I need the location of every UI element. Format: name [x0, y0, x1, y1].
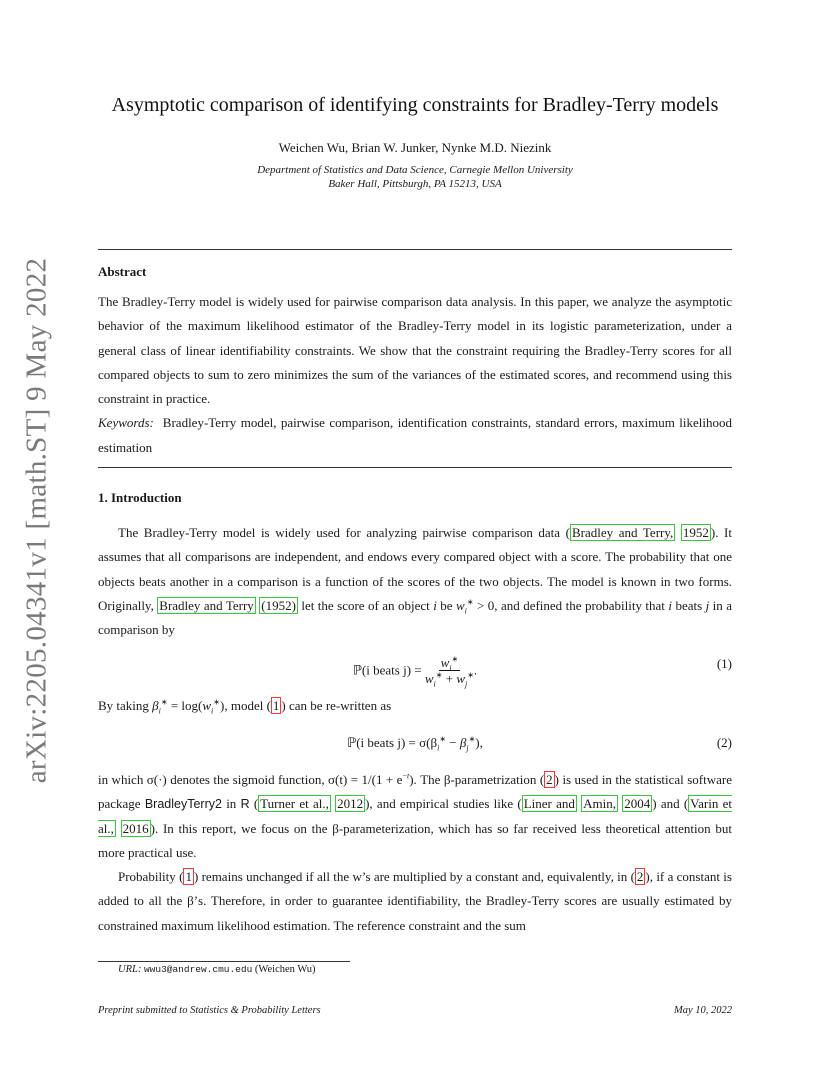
equation-number: (1) — [716, 656, 732, 671]
keywords-text: Bradley-Terry model, pairwise comparison, identification constraints, standard errors, maximum likelihood estimation — [98, 415, 733, 455]
citation-text: Varin et al., — [98, 796, 732, 836]
keywords-label: Keywords: — [98, 415, 154, 431]
text-run: let the score of an object — [297, 597, 434, 613]
text-run: be — [436, 597, 456, 613]
citation-text: 2004 — [624, 796, 651, 812]
intro-paragraph-3: Probability ( 1 ) remains unchanged if all the w’s are multiplied by a constant and, equivalently, in ( 2 ), if a constant is added to all the β’s. Therefore, in order to guarantee identifiability, the Bradley-Terry scores are usually estimated by constrained maximum likelihood estimation. The reference constraint and the sum — [98, 869, 732, 933]
equation-lhs: ℙ(i beats j) = — [352, 662, 422, 678]
footnote-email-link[interactable]: wwu3@andrew.cmu.edu — [143, 964, 253, 975]
abstract-top-rule — [98, 249, 732, 250]
citation-text: 2016 — [122, 820, 149, 836]
citation-link[interactable] — [681, 524, 711, 541]
text-run: can be re-written as — [285, 698, 392, 713]
footnote-name: (Weichen Wu) — [254, 964, 316, 975]
text-run: ). The β-parametrization — [409, 772, 540, 787]
citation-text: Turner et al., — [260, 796, 329, 812]
keywords — [98, 411, 732, 460]
equation-ref-link[interactable]: 2 — [636, 869, 644, 884]
citation-text: (1952) — [261, 597, 296, 613]
section-heading-introduction: 1. Introduction — [98, 490, 182, 505]
equation-ref-link[interactable]: 1 — [185, 869, 192, 884]
citation-link[interactable] — [258, 795, 331, 812]
arxiv-watermark — [20, 257, 53, 783]
equation-ref-link[interactable]: 1 — [272, 698, 280, 713]
affiliation-line-2: Baker Hall, Pittsburgh, PA 15213, USA — [328, 178, 502, 190]
citation-link[interactable] — [335, 795, 365, 812]
equation-number: (2) — [716, 735, 732, 750]
text-run: , and defined the probability that — [494, 597, 669, 613]
abstract-bottom-rule — [98, 467, 732, 468]
footnote — [118, 964, 316, 975]
footer-preprint: Preprint submitted to Statistics & Probability Letters — [98, 1005, 321, 1016]
citation-link[interactable] — [157, 597, 256, 614]
text-run: Probability — [118, 869, 180, 884]
text-run: , if a constant is added to all the β’s. Therefore, in order to guarantee identifiability, the Bradley-Terry scores are usually estimated by constrained maximum likelihood estimation. The reference constraint and the sum — [98, 869, 732, 933]
arxiv-id: arXiv:2205.04341v1 [math.ST] 9 May 2022 — [20, 257, 53, 783]
text-run: remains unchanged if all the w’s are multiplied by a constant and, equivalently, in — [198, 869, 631, 884]
text-run: , model — [224, 698, 267, 713]
citation-link[interactable] — [581, 795, 618, 812]
text-run: ). It assumes that all comparisons are independent, and endows every compared object with a score. The probability that one objects beats another in a comparison is a function of the scores of the two objects. The model is known in two forms. Originally, — [98, 525, 732, 613]
intro-paragraph-2: in which σ(·) denotes the sigmoid function, $\sigma(t) = 1/(1 + e^{-t})$. The β-parametrization ( 2 ) is used in the statistical software package BradleyTerry2 in R ( Turner et al., 2012 ), and empirical studies like ( Liner and Amin, 2004 ) and ( Varin et al., 2016 ). In this report, we focus on the β-parameterization, which has so far received less theoretical attention but more practical use. — [98, 771, 733, 860]
text-run: in — [221, 796, 241, 812]
citation-link[interactable] — [622, 795, 652, 812]
authors: Weichen Wu, Brian W. Junker, Nynke M.D. Niezink — [278, 140, 552, 155]
by-taking-line: By taking $\beta_i^∗ = \log(w_i^∗)$, model ( 1 ) can be re-written as — [98, 697, 392, 716]
text-run: The Bradley-Terry model is widely used for analyzing pairwise comparison data ( — [118, 525, 570, 540]
citation-text: 2012 — [337, 796, 364, 812]
citation-link[interactable] — [259, 597, 298, 614]
footnote-label: URL: — [118, 964, 142, 975]
paper-title: Asymptotic comparison of identifying constraints for Bradley-Terry models — [111, 94, 719, 116]
equation-1: ℙ(i beats j) = $\frac{w_i^∗}{w_i^∗ + w_j^∗}$ . (1) — [352, 654, 732, 689]
citation-link[interactable] — [522, 795, 577, 812]
abstract-text: The Bradley-Terry model is widely used for pairwise comparison data analysis. In this paper, we analyze the asymptotic behavior of the maximum likelihood estimator of the Bradley-Terry model in its logistic parameterization, under a general class of linear identifiability constraints. We show that the constraint requiring the Bradley-Terry scores for all compared objects to sum to zero minimizes the sum of the variances of the estimated scores, and recommend using this constraint in practice. — [98, 294, 732, 407]
text-run: ). In this report, we focus on the β-parameterization, which has so far received less theoretical attention but more practical use. — [98, 820, 733, 860]
citation-link[interactable] — [570, 524, 675, 541]
equation-fraction: $\frac{w_i^∗}{w_i^∗ + w_j^∗}$ — [424, 654, 474, 689]
text-run: ), and empirical studies like ( — [365, 796, 522, 812]
affiliation-line-1: Department of Statistics and Data Science, Carnegie Mellon University — [257, 164, 573, 176]
citation-text: Amin, — [583, 796, 616, 812]
abstract-body — [98, 290, 732, 460]
footnote-rule — [98, 961, 350, 962]
equation-lhs: ℙ(i beats j) = σ(β — [347, 735, 438, 750]
language-name: R — [240, 797, 250, 812]
abstract-heading: Abstract — [98, 264, 147, 279]
citation-text: Bradley and Terry — [159, 597, 254, 613]
intro-paragraph-1: The Bradley-Terry model is widely used for analyzing pairwise comparison data ( Bradley and Terry, 1952 ). It assumes that all comparisons are independent, and endows every compared object with a score. The probability that one objects beats another in a comparison is a function of the scores of the two objects. The model is known in two forms. Originally, Bradley and Terry (1952) let the score of an object i be $w_i^∗ > 0$, and defined the probability that i beats j in a comparison by — [98, 525, 732, 638]
text-run: in a comparison by — [98, 597, 732, 638]
text-run: in which σ(·) denotes the sigmoid function, σ(t) = 1/(1 + e — [98, 772, 403, 787]
text-run: beats — [672, 597, 706, 613]
citation-text: Bradley and Terry, — [572, 525, 674, 540]
text-run: By taking — [98, 698, 153, 713]
citation-text: Liner and — [523, 796, 575, 812]
affiliation — [98, 163, 732, 191]
text-run: ) and ( — [652, 796, 689, 812]
footer-date: May 10, 2022 — [673, 1005, 732, 1016]
citation-link[interactable] — [121, 820, 151, 837]
package-name: BradleyTerry2 — [144, 797, 222, 812]
equation-ref-link[interactable]: 2 — [546, 772, 553, 787]
citation-text: 1952 — [682, 525, 709, 540]
text-run: is used in the statistical software package — [98, 772, 732, 812]
equation-2: ℙ(i beats $j) = \sigma(\beta_i^∗ - \beta_j^∗)$, (2) — [347, 734, 732, 753]
